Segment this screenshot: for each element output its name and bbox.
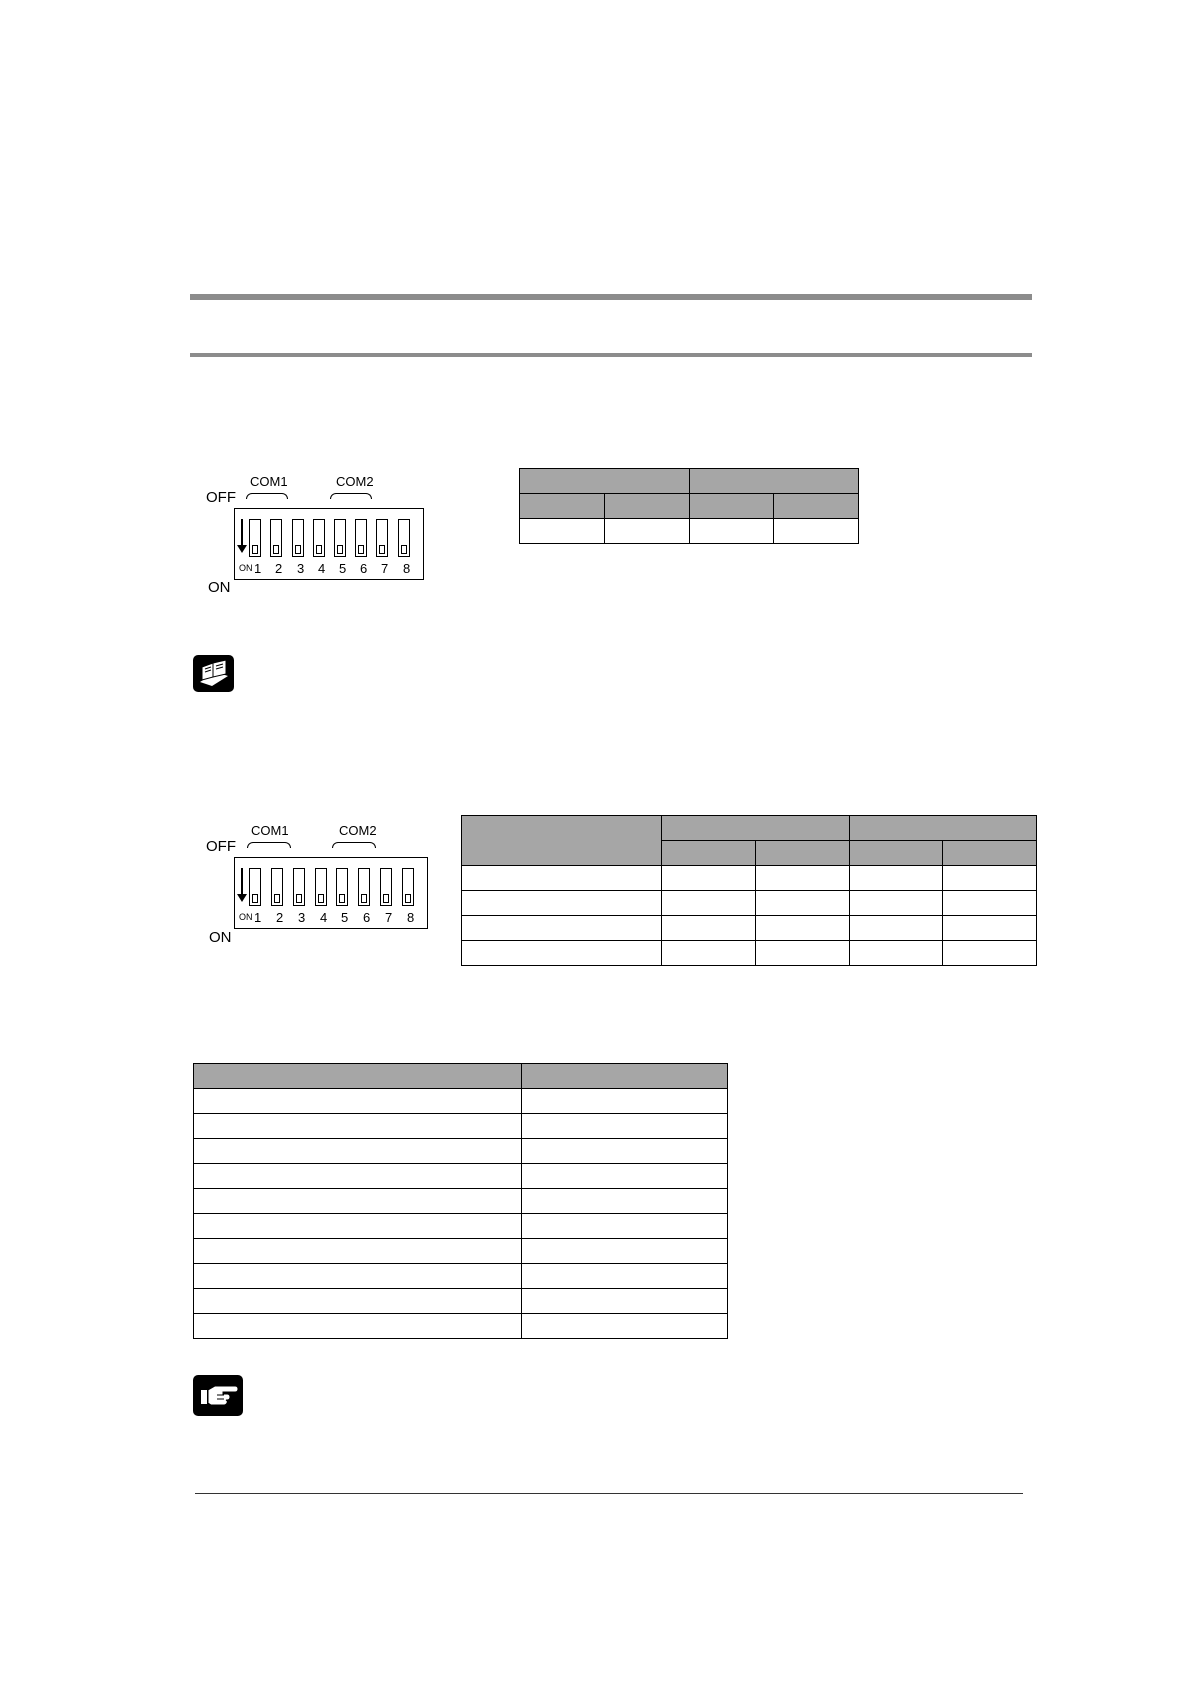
table-subheader-cell — [849, 841, 943, 866]
table-row — [194, 1139, 728, 1164]
table-header-cell — [849, 816, 1037, 841]
table-row — [462, 941, 1037, 966]
switch-number: 7 — [381, 561, 389, 576]
table-cell — [774, 519, 859, 544]
header-rule-top — [190, 294, 1032, 300]
com2-brace — [332, 842, 376, 848]
table-header-cell — [194, 1064, 522, 1089]
table-row — [194, 1089, 728, 1114]
switch-number: 6 — [360, 561, 368, 576]
switch-number: 2 — [275, 561, 283, 576]
table-row — [462, 916, 1037, 941]
com1-brace — [247, 842, 291, 848]
dip-switch-2 — [270, 519, 282, 557]
table-row — [194, 1289, 728, 1314]
table-subheader-cell — [755, 841, 849, 866]
com2-label: COM2 — [339, 823, 377, 838]
arrow-down-icon — [241, 519, 243, 547]
dip-switch-8 — [398, 519, 410, 557]
switch-number: 8 — [403, 561, 411, 576]
table-subheader-cell — [774, 494, 859, 519]
settings-table-3 — [193, 1063, 728, 1339]
switch-number: 6 — [363, 910, 371, 925]
dip-switch-1 — [249, 519, 261, 557]
dip-switch-6 — [358, 868, 370, 906]
switch-number: 1 — [254, 561, 262, 576]
table-subheader-cell — [520, 494, 605, 519]
dip-switch-1 — [249, 868, 261, 906]
dip-switch-diagram-2 — [206, 821, 436, 946]
com1-brace — [246, 493, 288, 499]
table-cell — [689, 519, 774, 544]
dip-setting-table-1 — [519, 468, 859, 544]
arrow-down-icon — [241, 868, 243, 896]
table-cell — [604, 519, 689, 544]
dip-switch-3 — [293, 868, 305, 906]
table-row — [194, 1214, 728, 1239]
switch-number: 3 — [298, 910, 306, 925]
dip-switch-5 — [334, 519, 346, 557]
off-label: OFF — [206, 489, 236, 506]
dip-setting-table-2 — [461, 815, 1037, 966]
switch-number: 3 — [297, 561, 305, 576]
dip-switch-diagram-1 — [206, 472, 436, 596]
pointing-hand-icon — [193, 1375, 243, 1416]
table-row — [462, 866, 1037, 891]
com1-label: COM1 — [250, 474, 288, 489]
dip-switch-4 — [315, 868, 327, 906]
switch-number: 2 — [276, 910, 284, 925]
table-row — [194, 1264, 728, 1289]
table-row — [462, 891, 1037, 916]
dip-switch-body — [234, 508, 424, 580]
on-label: ON — [208, 579, 231, 596]
dip-switch-5 — [336, 868, 348, 906]
table-row — [194, 1314, 728, 1339]
table-header-cell — [662, 816, 850, 841]
dip-switch-4 — [313, 519, 325, 557]
table-row — [194, 1189, 728, 1214]
table-subheader-cell — [689, 494, 774, 519]
book-icon — [193, 655, 234, 692]
switch-number: 4 — [320, 910, 328, 925]
com2-label: COM2 — [336, 474, 374, 489]
switch-number: 4 — [318, 561, 326, 576]
dip-switch-6 — [355, 519, 367, 557]
table-header-cell — [520, 469, 690, 494]
table-cell — [520, 519, 605, 544]
switch-number: 1 — [254, 910, 262, 925]
switch-number: 5 — [341, 910, 349, 925]
switch-number: 5 — [339, 561, 347, 576]
com2-brace — [330, 493, 372, 499]
table-subheader-cell — [604, 494, 689, 519]
table-row — [194, 1164, 728, 1189]
switch-number: 8 — [407, 910, 415, 925]
dip-switch-7 — [380, 868, 392, 906]
dip-switch-7 — [376, 519, 388, 557]
switch-on-label: ON — [239, 563, 253, 573]
table-subheader-cell — [943, 841, 1037, 866]
com1-label: COM1 — [251, 823, 289, 838]
table-header-cell — [689, 469, 859, 494]
switch-on-label: ON — [239, 912, 253, 922]
table-header-cell — [522, 1064, 728, 1089]
table-row — [194, 1114, 728, 1139]
dip-switch-8 — [402, 868, 414, 906]
table-row — [520, 519, 859, 544]
off-label: OFF — [206, 838, 236, 855]
dip-switch-2 — [271, 868, 283, 906]
table-row — [194, 1239, 728, 1264]
switch-number: 7 — [385, 910, 393, 925]
dip-switch-body — [234, 857, 428, 929]
on-label: ON — [209, 929, 232, 946]
table-subheader-cell — [662, 841, 756, 866]
table-header-cell — [462, 816, 662, 866]
dip-switch-3 — [292, 519, 304, 557]
header-rule-bottom — [190, 353, 1032, 357]
footer-rule — [195, 1493, 1023, 1494]
